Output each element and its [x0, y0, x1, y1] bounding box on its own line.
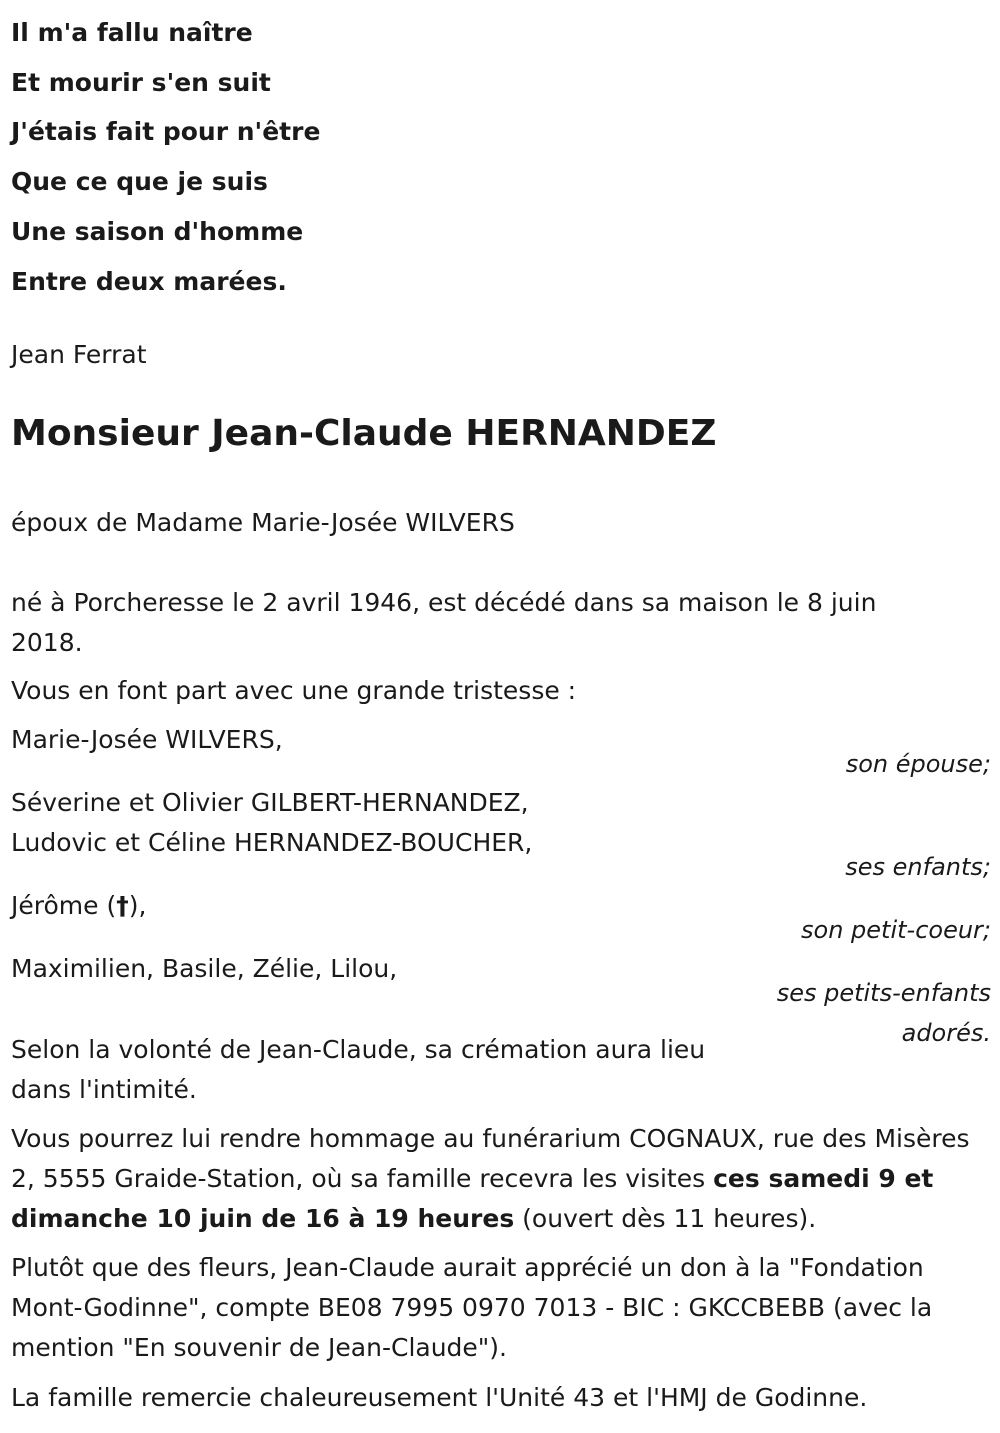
homage-text-after: (ouvert dès 11 heures). — [514, 1204, 817, 1233]
family-grandchildren-label-1: ses petits-enfants — [776, 979, 991, 1007]
cremation-paragraph: Selon la volonté de Jean-Claude, sa crémation aura lieu dans l'intimité. — [11, 1035, 706, 1104]
homage-text-before: Vous pourrez lui rendre hommage au funérarium COGNAUX, rue des Misères 2, 5555 Graide-Station, où sa famille recevra les visites — [11, 1124, 970, 1193]
announcement-line: Vous en font part avec une grande tristesse : — [11, 676, 577, 705]
spouse-of-line: époux de Madame Marie-Josée WILVERS — [11, 508, 515, 537]
donation-paragraph: Plutôt que des fleurs, Jean-Claude aurait apprécié un don à la "Fondation Mont-Godinne", compte BE08 7995 0970 7013 - BIC : GKCCBEBB (avec la mention "En souvenir de Jean-Claude"). — [11, 1253, 933, 1362]
poem-line: J'étais fait pour n'être — [11, 117, 321, 147]
family-spouse-label: son épouse; — [845, 750, 991, 778]
poem — [11, 8, 320, 306]
family-grandchildren-label-2: adorés. — [901, 1019, 991, 1047]
poem-line: Entre deux marées. — [11, 266, 287, 296]
poem-line: Il m'a fallu naître — [11, 18, 253, 47]
family-child-2: Ludovic et Céline HERNANDEZ-BOUCHER, — [11, 828, 533, 857]
birth-death-line: né à Porcheresse le 2 avril 1946, est décédé dans sa maison le 8 juin 2018. — [11, 588, 877, 657]
petit-coeur-suffix: ), — [128, 891, 147, 920]
homage-paragraph — [11, 1119, 991, 1239]
poem-line: Une saison d'homme — [11, 216, 304, 246]
family-petit-coeur — [11, 886, 146, 926]
homage-visit-times: ces samedi 9 et dimanche 10 juin de 16 à 19 heures — [11, 1164, 934, 1233]
thanks-paragraph: La famille remercie chaleureusement l'Unité 43 et l'HMJ de Godinne. — [11, 1383, 868, 1412]
family-grandchildren: Maximilien, Basile, Zélie, Lilou, — [11, 954, 398, 983]
deceased-name: Monsieur Jean-Claude HERNANDEZ — [11, 413, 717, 454]
family-children-label: ses enfants; — [845, 853, 991, 881]
poem-author: Jean Ferrat — [11, 340, 147, 369]
petit-coeur-name: Jérôme ( — [11, 891, 117, 920]
family-child-1: Séverine et Olivier GILBERT-HERNANDEZ, — [11, 788, 529, 817]
family-spouse-name: Marie-Josée WILVERS, — [11, 725, 283, 754]
poem-line: Et mourir s'en suit — [11, 67, 271, 97]
family-petit-coeur-label: son petit-coeur; — [801, 916, 991, 944]
poem-line: Que ce que je suis — [11, 167, 268, 197]
cross-icon: † — [116, 891, 129, 920]
